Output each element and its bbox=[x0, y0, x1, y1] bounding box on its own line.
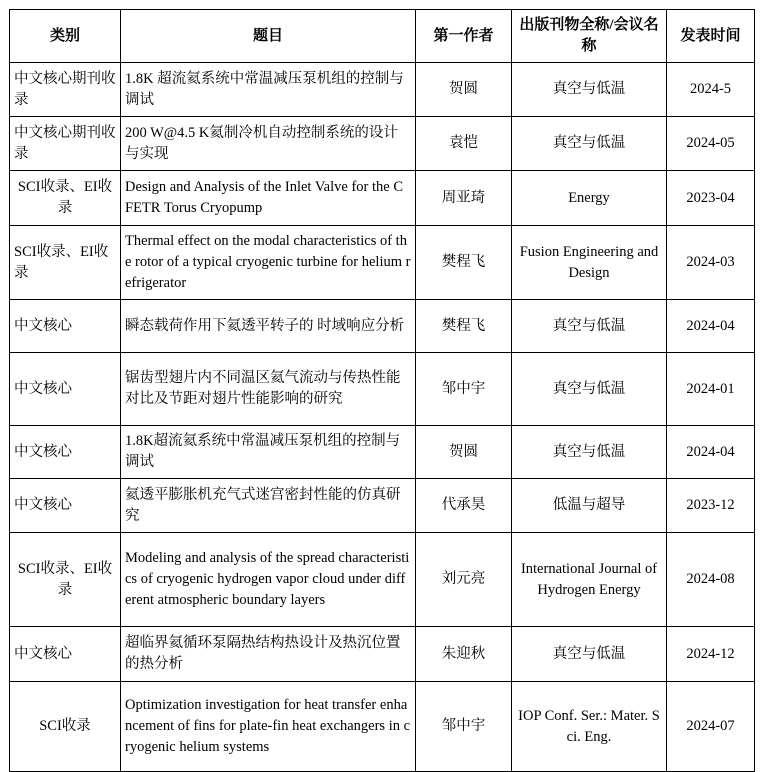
cell-publication: 真空与低温 bbox=[512, 627, 667, 682]
table-row bbox=[10, 426, 755, 479]
table-row bbox=[10, 63, 755, 117]
cell-category: 中文核心 bbox=[10, 426, 121, 479]
cell-title: Thermal effect on the modal characteristics of the rotor of a typical cryogenic turbine for helium refrigerator bbox=[121, 226, 416, 300]
cell-title: 瞬态载荷作用下氦透平转子的 时域响应分析 bbox=[121, 300, 416, 353]
cell-author: 樊程飞 bbox=[416, 226, 512, 300]
table-row bbox=[10, 117, 755, 171]
cell-category: SCI收录 bbox=[10, 682, 121, 772]
cell-title: Modeling and analysis of the spread characteristics of cryogenic hydrogen vapor cloud under different atmospheric boundary layers bbox=[121, 533, 416, 627]
cell-date: 2023-04 bbox=[667, 171, 755, 226]
cell-author: 周亚琦 bbox=[416, 171, 512, 226]
cell-title: 1.8K超流氦系统中常温减压泵机组的控制与调试 bbox=[121, 426, 416, 479]
header-first-author: 第一作者 bbox=[416, 10, 512, 63]
header-row bbox=[10, 10, 755, 63]
table-row bbox=[10, 353, 755, 426]
cell-date: 2024-07 bbox=[667, 682, 755, 772]
cell-date: 2024-03 bbox=[667, 226, 755, 300]
table-row bbox=[10, 479, 755, 533]
cell-date: 2024-01 bbox=[667, 353, 755, 426]
header-date: 发表时间 bbox=[667, 10, 755, 63]
cell-title: 1.8K 超流氦系统中常温减压泵机组的控制与调试 bbox=[121, 63, 416, 117]
cell-category: 中文核心期刊收录 bbox=[10, 117, 121, 171]
cell-author: 刘元亮 bbox=[416, 533, 512, 627]
table-row bbox=[10, 171, 755, 226]
cell-category: 中文核心 bbox=[10, 627, 121, 682]
cell-date: 2024-08 bbox=[667, 533, 755, 627]
cell-category: 中文核心 bbox=[10, 479, 121, 533]
cell-author: 袁恺 bbox=[416, 117, 512, 171]
cell-author: 朱迎秋 bbox=[416, 627, 512, 682]
cell-publication: 真空与低温 bbox=[512, 426, 667, 479]
cell-publication: 真空与低温 bbox=[512, 353, 667, 426]
publications-table bbox=[9, 9, 755, 772]
header-title: 题目 bbox=[121, 10, 416, 63]
cell-category: SCI收录、EI收录 bbox=[10, 171, 121, 226]
cell-publication: 真空与低温 bbox=[512, 117, 667, 171]
table-row bbox=[10, 627, 755, 682]
cell-title: 氦透平膨胀机充气式迷宫密封性能的仿真研究 bbox=[121, 479, 416, 533]
cell-author: 贺圆 bbox=[416, 426, 512, 479]
cell-author: 贺圆 bbox=[416, 63, 512, 117]
cell-category: SCI收录、EI收录 bbox=[10, 533, 121, 627]
table-row bbox=[10, 226, 755, 300]
cell-publication: 真空与低温 bbox=[512, 300, 667, 353]
cell-title: 超临界氦循环泵隔热结构热设计及热沉位置的热分析 bbox=[121, 627, 416, 682]
table-row bbox=[10, 682, 755, 772]
cell-publication: IOP Conf. Ser.: Mater. Sci. Eng. bbox=[512, 682, 667, 772]
cell-date: 2024-05 bbox=[667, 117, 755, 171]
table-row bbox=[10, 533, 755, 627]
header-publication: 出版刊物全称/会议名称 bbox=[512, 10, 667, 63]
cell-title: 锯齿型翅片内不同温区氦气流动与传热性能对比及节距对翅片性能影响的研究 bbox=[121, 353, 416, 426]
cell-category: SCI收录、EI收录 bbox=[10, 226, 121, 300]
cell-date: 2024-04 bbox=[667, 426, 755, 479]
cell-title: 200 W@4.5 K氦制冷机自动控制系统的设计与实现 bbox=[121, 117, 416, 171]
cell-category: 中文核心 bbox=[10, 353, 121, 426]
cell-publication: Energy bbox=[512, 171, 667, 226]
cell-category: 中文核心 bbox=[10, 300, 121, 353]
cell-author: 邹中宇 bbox=[416, 353, 512, 426]
cell-date: 2023-12 bbox=[667, 479, 755, 533]
cell-title: Optimization investigation for heat transfer enhancement of fins for plate-fin heat exchangers in cryogenic helium systems bbox=[121, 682, 416, 772]
cell-title: Design and Analysis of the Inlet Valve for the CFETR Torus Cryopump bbox=[121, 171, 416, 226]
cell-category: 中文核心期刊收录 bbox=[10, 63, 121, 117]
header-category: 类别 bbox=[10, 10, 121, 63]
cell-publication: Fusion Engineering and Design bbox=[512, 226, 667, 300]
cell-date: 2024-5 bbox=[667, 63, 755, 117]
cell-date: 2024-04 bbox=[667, 300, 755, 353]
cell-author: 代承昊 bbox=[416, 479, 512, 533]
cell-publication: 真空与低温 bbox=[512, 63, 667, 117]
table-row bbox=[10, 300, 755, 353]
cell-publication: International Journal of Hydrogen Energy bbox=[512, 533, 667, 627]
cell-date: 2024-12 bbox=[667, 627, 755, 682]
cell-author: 樊程飞 bbox=[416, 300, 512, 353]
cell-author: 邹中宇 bbox=[416, 682, 512, 772]
cell-publication: 低温与超导 bbox=[512, 479, 667, 533]
